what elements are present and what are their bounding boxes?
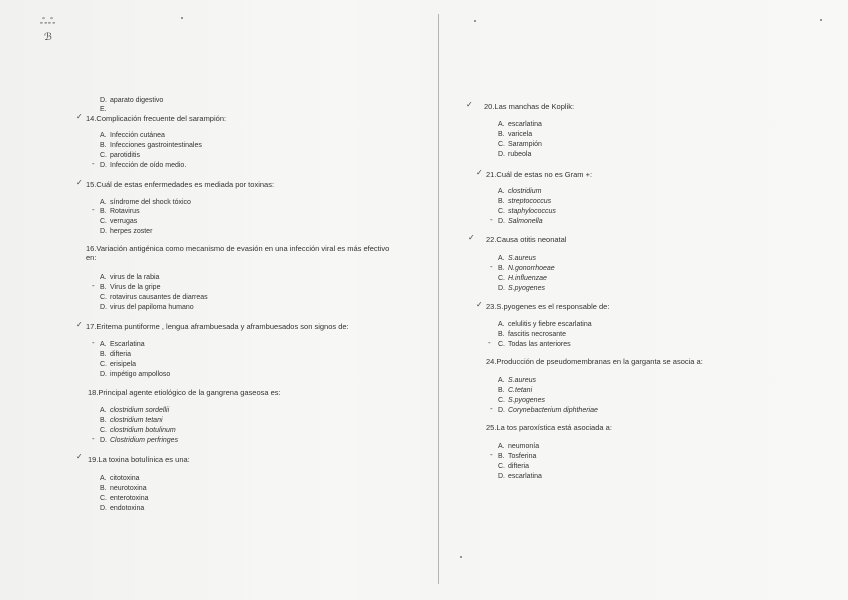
corner-scribble-2: ℬ (44, 32, 52, 43)
q14-option-c[interactable]: C. parotiditis (100, 152, 140, 159)
scan-speck (820, 19, 822, 21)
scan-speck (460, 556, 462, 558)
option-prev-d: D. aparato digestivo (100, 97, 164, 104)
check-mark: ✓ (476, 168, 483, 177)
q14-option-d[interactable]: D. Infección de oído medio. (100, 162, 187, 169)
dash-mark: - (490, 262, 493, 271)
option-prev-e: E. (100, 106, 107, 113)
q20-option-a[interactable]: A. escarlatina (498, 121, 542, 128)
question-16-title: 16.Variación antigénica como mecanismo de evasión en una infección viral es más efectivo en: (86, 244, 390, 262)
q24-option-c[interactable]: C. S.pyogenes (498, 397, 545, 404)
q17-option-a[interactable]: A. Escarlatina (100, 341, 145, 348)
q19-option-d[interactable]: D. endotoxina (100, 505, 145, 512)
question-21-title: 21.Cuál de estas no es Gram +: (486, 170, 593, 179)
q20-option-d[interactable]: D. rubeola (498, 151, 532, 158)
q22-option-d[interactable]: D. S.pyogenes (498, 285, 545, 292)
question-24-title: 24.Producción de pseudomembranas en la garganta se asocia a: (486, 357, 703, 366)
q25-option-a[interactable]: A. neumonía (498, 443, 540, 450)
q24-option-b[interactable]: B. C.tetani (498, 387, 533, 394)
check-mark: ✓ (76, 178, 83, 187)
q17-option-d[interactable]: D. impétigo ampolloso (100, 371, 171, 378)
q17-option-b[interactable]: B. difteria (100, 351, 132, 358)
corner-scribble: ஃஃ (40, 16, 57, 26)
question-15-title: 15.Cuál de estas enfermedades es mediada por toxinas: (86, 180, 275, 189)
q19-option-b[interactable]: B. neurotoxina (100, 485, 147, 492)
question-23-title: 23.S.pyogenes es el responsable de: (486, 302, 610, 311)
q16-option-a[interactable]: A. virus de la rabia (100, 274, 160, 281)
check-mark: ✓ (466, 100, 473, 109)
dash-mark: - (92, 434, 95, 443)
q21-option-c[interactable]: C. staphylococcus (498, 208, 556, 215)
q21-option-b[interactable]: B. streptococcus (498, 198, 552, 205)
q22-option-a[interactable]: A. S.aureus (498, 255, 537, 262)
q18-option-d[interactable]: D. Clostridium perfringes (100, 437, 179, 444)
check-mark: ✓ (76, 320, 83, 329)
q15-option-c[interactable]: C. verrugas (100, 218, 138, 225)
q23-option-b[interactable]: B. fascitis necrosante (498, 331, 566, 338)
question-14-title: 14.Complicación frecuente del sarampión: (86, 114, 227, 123)
q18-option-c[interactable]: C. clostridium botulinum (100, 427, 176, 434)
q14-option-a[interactable]: A. Infección cutánea (100, 132, 165, 139)
question-17-title: 17.Eritema puntiforme , lengua aframbuesada y aframbuesados son signos de: (86, 322, 349, 331)
q23-option-c[interactable]: C. Todas las anteriores (498, 341, 571, 348)
q22-option-b[interactable]: B. N.gonorrhoeae (498, 265, 555, 272)
q24-option-d[interactable]: D. Corynebacterium diphtheriae (498, 407, 598, 414)
q22-option-c[interactable]: C. H.influenzae (498, 275, 547, 282)
q17-option-c[interactable]: C. erisipela (100, 361, 137, 368)
scan-speck (181, 17, 183, 19)
q21-option-d[interactable]: D. Salmonella (498, 218, 543, 225)
question-22-title: 22.Causa otitis neonatal (486, 235, 567, 244)
page-fold-line (438, 14, 439, 584)
q18-option-a[interactable]: A. clostridium sordellii (100, 407, 170, 414)
q18-option-b[interactable]: B. clostridium tetani (100, 417, 163, 424)
question-25-title: 25.La tos paroxística está asociada a: (486, 423, 612, 432)
q16-option-d[interactable]: D. virus del papiloma humano (100, 304, 194, 311)
check-mark: ✓ (476, 300, 483, 309)
question-20-title: 20.Las manchas de Koplik: (484, 102, 575, 111)
dash-mark: - (92, 159, 95, 168)
q23-option-a[interactable]: A. celulitis y fiebre escarlatina (498, 321, 592, 328)
q21-option-a[interactable]: A. clostridium (498, 188, 542, 195)
dash-mark: - (488, 338, 491, 347)
check-mark: ✓ (76, 112, 83, 121)
q14-option-b[interactable]: B. Infecciones gastrointestinales (100, 142, 202, 149)
dash-mark: - (490, 450, 493, 459)
q15-option-a[interactable]: A. síndrome del shock tóxico (100, 199, 191, 206)
dash-mark: - (490, 215, 493, 224)
question-19-title: 19.La toxina botulínica es una: (88, 455, 190, 464)
q25-option-d[interactable]: D. escarlatina (498, 473, 542, 480)
dash-mark: - (92, 281, 95, 290)
q16-option-c[interactable]: C. rotavirus causantes de diarreas (100, 294, 208, 301)
q25-option-c[interactable]: C. difteria (498, 463, 530, 470)
q15-option-b[interactable]: B. Rotavirus (100, 208, 140, 215)
scan-speck (474, 20, 476, 22)
q19-option-c[interactable]: C. enterotoxina (100, 495, 149, 502)
q15-option-d[interactable]: D. herpes zoster (100, 228, 153, 235)
q20-option-b[interactable]: B. varicela (498, 131, 533, 138)
q25-option-b[interactable]: B. Tosferina (498, 453, 537, 460)
dash-mark: - (92, 205, 95, 214)
q16-option-b[interactable]: B. Virus de la gripe (100, 284, 161, 291)
q20-option-c[interactable]: C. Sarampión (498, 141, 542, 148)
dash-mark: - (92, 338, 95, 347)
check-mark: ✓ (76, 452, 83, 461)
q24-option-a[interactable]: A. S.aureus (498, 377, 537, 384)
q19-option-a[interactable]: A. citotoxina (100, 475, 140, 482)
dash-mark: - (490, 404, 493, 413)
check-mark: ✓ (468, 233, 475, 242)
question-18-title: 18.Principal agente etiológico de la gangrena gaseosa es: (88, 388, 281, 397)
